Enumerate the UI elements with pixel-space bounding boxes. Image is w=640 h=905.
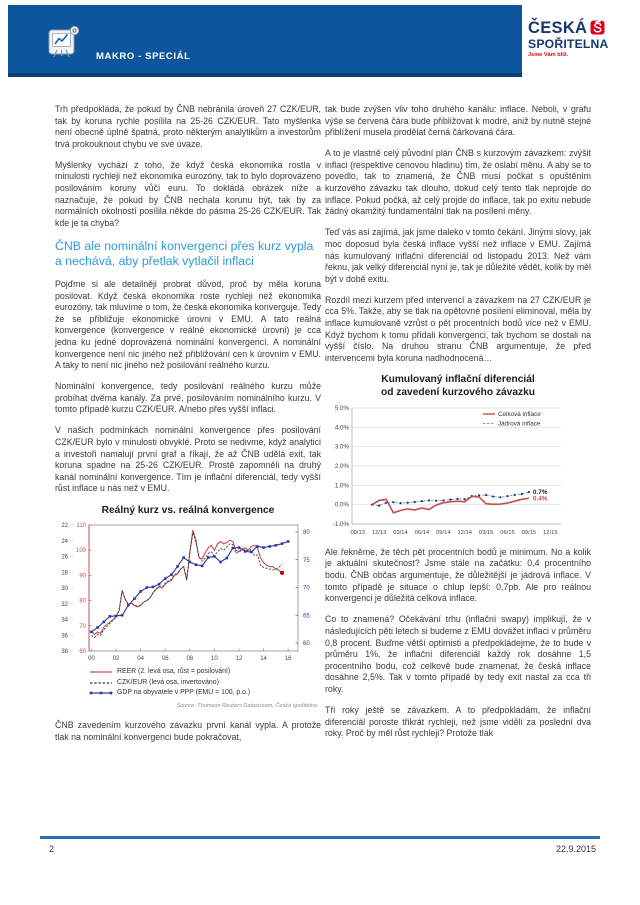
svg-text:06/15: 06/15 [500, 529, 515, 536]
svg-text:75: 75 [303, 557, 310, 564]
paragraph: Nominální konvergence, tedy posilování reálného kurzu může probíhat dvěma kanály. Za prvé, posilováním nominálního kurzu. V tomto případě kurzu CZK/EUR. A/nebo přes vyšší inflaci. [55, 381, 321, 415]
svg-text:00: 00 [88, 656, 95, 663]
paragraph: tak bude zvýšen vliv toho druhého kanálu: inflace. Neboli, v grafu výše se červená čára bude přibližovat k modré, aniž by nutně stejné přiblížení musela prodělat černá čárkovaná čára. [325, 104, 591, 138]
section-heading: ČNB ale nominální konvergenci přes kurz vypla a nechává, aby přetlak vytlačil inflaci [55, 238, 314, 269]
svg-text:0.0%: 0.0% [334, 501, 349, 509]
svg-text:08: 08 [186, 656, 194, 663]
svg-text:09/14: 09/14 [436, 529, 451, 536]
svg-text:12: 12 [235, 656, 243, 663]
svg-text:60: 60 [303, 641, 310, 648]
svg-text:4.0%: 4.0% [334, 424, 349, 432]
legend-item [89, 688, 321, 699]
legend-line-red-icon [89, 669, 113, 675]
svg-text:06/14: 06/14 [414, 529, 430, 536]
svg-text:1.0%: 1.0% [334, 482, 349, 490]
svg-text:26: 26 [61, 554, 68, 561]
legend-line-dashed-icon [89, 680, 113, 686]
svg-text:80: 80 [79, 598, 86, 605]
svg-text:80: 80 [303, 530, 310, 537]
svg-text:0.4%: 0.4% [532, 495, 548, 503]
svg-text:70: 70 [79, 623, 86, 630]
chart-real-exchange-rate-plot [55, 520, 320, 666]
paragraph: Tři roky ještě se závazkem. A to předpokládám, že inflační diferenciál poroste třikrát rychleji, než jsme viděli za poslední dva roky. Proč by měl růst rychleji? Protože tlak [325, 705, 591, 739]
svg-text:14: 14 [260, 656, 267, 663]
paragraph: Myšlenky vychází z toho, že když česká ekonomika rostla v minulosti rychleji než ekonomika eurozóny, tak to bylo doprovázeno posilováním koruny vůči euru. To dokládá obrázek níže a naznačuje, že pokud by ČNB nechala korunu být, tak by za normálních okolností posílila někde do pásma 25-26 CZK/EUR. Tak kde je ta chyba? [55, 159, 321, 228]
header-bar [8, 5, 522, 77]
svg-text:70: 70 [303, 585, 310, 592]
legend-label: REER (2. levá osa, růst = posilování) [117, 668, 231, 676]
legend-item [89, 678, 321, 689]
svg-text:5.0%: 5.0% [334, 404, 349, 412]
svg-text:36: 36 [61, 633, 68, 640]
legend-line-blue-markers-icon [89, 690, 113, 696]
chart-real-exchange-rate [55, 505, 321, 713]
chart-inflation-differential-plot [325, 403, 585, 539]
chart-title: Reálný kurz vs. reálná konvergence [101, 504, 275, 516]
svg-text:28: 28 [61, 570, 68, 577]
svg-text:34: 34 [61, 617, 68, 624]
report-date: 22.9.2015 [555, 844, 596, 854]
left-column [55, 104, 321, 753]
paragraph: Co to znamená? Očekávání trhu (inflační swapy) implikují, že v následujících pěti letech si budeme z EMU dovážet inflaci v průměru 0,8 procent. Buďme větší optimisti a předpokládejme, že to bude v průměru 1%, že inflační diferenciál každý rok dosáhne 1,5 procentního bodu, což celkově bude znamenat, že česká inflace dosáhne 2,5%. Tak v tomto případě by tedy exit nastal za cca tři roky. [325, 614, 591, 694]
paragraph: A to je vlastně celý původní plán ČNB s kurzovým závazkem: zvýšit inflaci (respektive cenovou hladinu) tím, že oslabí měnu. A aby se to povedlo, tak to znamená, že ČNB musí počkat s opuštěním kurzového závazku tak dlouho, dokud celý tento tlak neprojde do inflace. Pokud počká, až celý projde do inflace, tak po exitu nebude žádný okamžitý fundamentální tlak na posílení měny. [325, 148, 591, 217]
chart-title-line1: Kumulovaný inflační diferenciál [381, 373, 535, 385]
svg-text:10: 10 [211, 656, 218, 663]
svg-text:-1.0%: -1.0% [332, 520, 349, 528]
svg-text:65: 65 [303, 613, 310, 620]
svg-text:24: 24 [61, 538, 68, 545]
paragraph: Pojďme si ale detailněji probrat důvod, proč by měla koruna posilovat. Když česká ekonomika roste rychleji než ekonomika eurozóny, tak mluvíme o tom, že česká ekonomika konverguje. Tedy že se přibližuje ekonomické úrovni v EMU. A tato reálná konvergence (konvergence v reálné ekonomické úrovni) je cca jedna ku jedné doprovázená nominální konvergencí. A nominální konvergence není nic jiného než přibližování cen k úrovním v EMU. A taky to není nic jiného než posilování reálného kurzu. [55, 278, 321, 371]
svg-text:09/15: 09/15 [521, 529, 537, 536]
legend-label: GDP na obyvatele v PPP (EMU = 100, p.o.) [117, 689, 251, 697]
svg-text:0.7%: 0.7% [532, 488, 548, 496]
chart-title-line2: od zavedení kurzového závazku [381, 387, 535, 399]
paragraph: Trh předpokládá, že pokud by ČNB nebránila úroveň 27 CZK/EUR, tak by koruna rychle posílila na 25-26 CZK/EUR. Tato myšlenka není obecně úplně špatná, proto některým analytikům a investorům trvá prokouknout chybu ve své úvaze. [55, 104, 321, 149]
svg-text:09/13: 09/13 [350, 529, 365, 536]
svg-text:90: 90 [79, 573, 86, 580]
svg-text:22: 22 [61, 523, 68, 530]
svg-text:12/14: 12/14 [457, 529, 472, 536]
svg-text:3.0%: 3.0% [334, 443, 349, 451]
svg-text:16: 16 [284, 656, 292, 663]
footer-divider [40, 836, 600, 839]
flipchart-icon [48, 25, 80, 61]
logo-text-line2: SPOŘITELNA [528, 36, 609, 51]
svg-text:03/14: 03/14 [393, 529, 408, 536]
svg-text:12/13: 12/13 [371, 529, 387, 536]
paragraph: ČNB zavedením kurzového závazku první kanál vypla. A protože tlak na nominální konvergenci bude pokračovat, [55, 720, 321, 742]
paragraph: Rozdíl mezi kurzem před intervencí a závazkem na 27 CZK/EUR je cca 5%. Takže, aby se tlak na opětovné posílení eliminoval, měla by inflace kumulovaně vzrůst o pět procentních bodů více než v EMU. Když bychom k tomu přidali konvergenci, tak bychom se dostali na vyšší číslo. Na druhou stranu ČNB argumentuje, že před intervencemi byla koruna nadhodnocená… [325, 294, 591, 363]
svg-text:02: 02 [112, 656, 120, 663]
paragraph: Ale řekněme, že těch pět procentních bodů je minimum. No a kolik je aktuální skutečnost? Jsme stále na začátku: 0,4 procentního bodu. ČNB občas argumentuje, že důležitější je jádrová inflace. V tomto případě je situace o chlup lepší: 0,7pb. Ale pro reálnou konvergenci je důležitá celková inflace. [325, 546, 591, 604]
svg-text:04: 04 [137, 656, 144, 663]
ceska-sporitelna-logo [528, 20, 633, 58]
svg-text:60: 60 [79, 649, 86, 656]
svg-text:32: 32 [61, 601, 68, 608]
document-type-title: MAKRO - SPECIÁL [96, 51, 191, 62]
svg-text:110: 110 [76, 523, 86, 530]
paragraph: V našich podmínkách nominální konvergence přes posilování CZK/EUR bylo v minulosti obvyklé. Proto se nedivme, když analytici a investoři namalují první graf a říkají, že až ČNB udělá exit, tak koruna spadne na 25-26 CZK/EUR. Prostě zapomněli na druhý kanál nominální konvergence. Tím je inflační diferenciál, tedy vyšší růst inflace u nás než v EMU. [55, 425, 321, 494]
logo-tagline: Jsme Vám blíž. [528, 51, 569, 58]
svg-text:06: 06 [161, 656, 169, 663]
paragraph: Teď vás asi zajímá, jak jsme daleko v tomto čekání. Jinými slovy, jak moc doposud byla česká inflace vyšší než inflace v EMU. Zajímá nás kumulovaný inflační diferenciál od listopadu 2013. Než vám řeknu, jak velký diferenciál nyní je, tak je důležité vědět, kolik by měl být v době exitu. [325, 227, 591, 284]
logo-text-line1: ČESKÁ [528, 19, 588, 37]
svg-text:100: 100 [75, 548, 86, 555]
svg-text:12/15: 12/15 [543, 529, 558, 536]
svg-text:38: 38 [61, 649, 68, 656]
svg-text:30: 30 [61, 586, 68, 593]
right-column [325, 104, 591, 749]
sporitelna-s-icon [590, 20, 605, 35]
legend-item [89, 667, 321, 678]
chart-source: Source: Thomson Reuters Datastream, Česká spořitelna [176, 702, 317, 709]
chart-inflation-differential [325, 374, 591, 539]
legend-label: CZK/EUR (levá osa, invertováno) [117, 678, 219, 686]
page-number: 2 [49, 844, 55, 854]
chart-legend [89, 667, 321, 699]
svg-text:Jádrová inflace: Jádrová inflace [498, 420, 541, 428]
svg-text:2.0%: 2.0% [334, 462, 349, 470]
svg-text:Celková inflace: Celková inflace [498, 410, 541, 418]
svg-text:03/15: 03/15 [478, 529, 494, 536]
